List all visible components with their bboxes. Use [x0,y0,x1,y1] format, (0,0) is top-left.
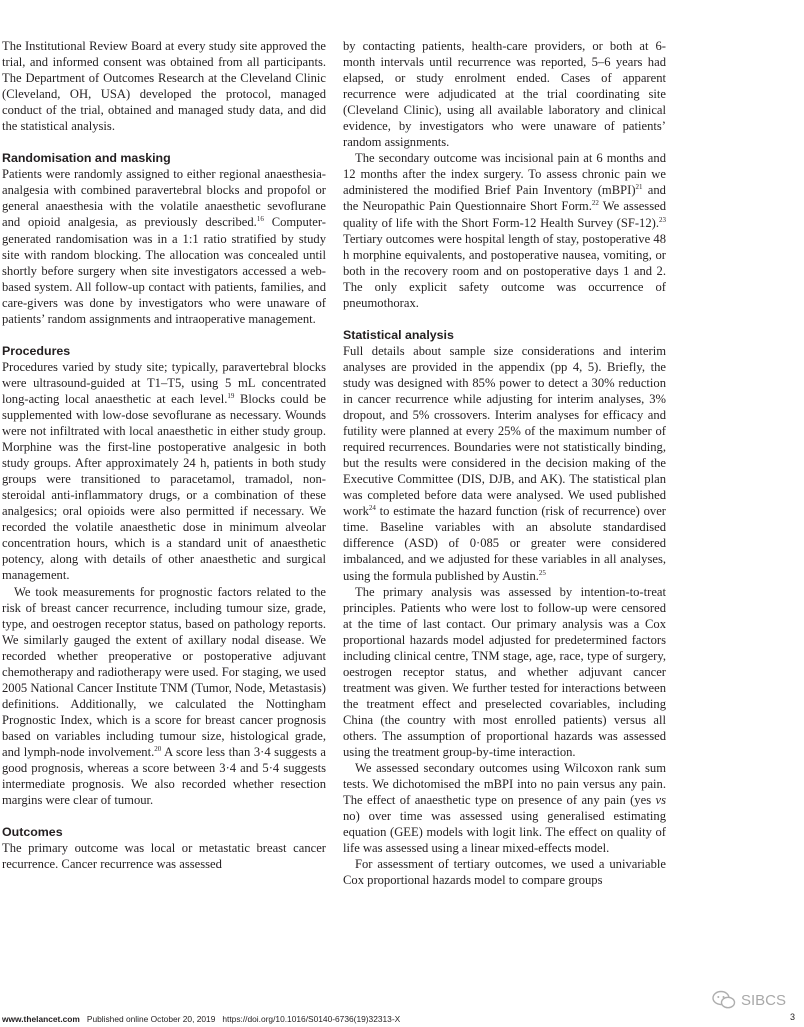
footer-citation: Published online October 20, 2019 https://doi.org/10.1016/S0140-6736(19)32313-X [79,1014,401,1024]
citation-sup: 22 [591,199,599,208]
citation-sup: 21 [635,183,643,192]
randomisation-heading: Randomisation and masking [2,151,171,166]
left-column [2,38,326,872]
footer-site-link[interactable]: www.thelancet.com [2,1014,80,1024]
secondary-outcome-paragraph: The secondary outcome was incisional pain at 6 months and 12 months after the index surgery. To assess chronic pain we administered the modified Brief Pain Inventory (mBPI)$^{21}$ and the Neuropathic Pain Questionnaire Short Form.$^{22}$ We assessed quality of life with the Short Form-12 Health Survey (SF-12).$^{23}$ Tertiary outcomes were hospital length of stay, postoperative 48 h morphine equivalents, and postoperative nausea, vomiting, or both in the recovery room and on postoperative days 1 and 2. The only explicit safety outcome was occurrence of pneumothorax. [343,151,666,310]
secondary-analysis-paragraph: We assessed secondary outcomes using Wilcoxon rank sum tests. We dichotomised the mBPI into no pain versus any pain. The effect of anaesthetic type on presence of any pain (yes vs no) over time was assessed using generalised estimating equation (GEE) models with logit link. The effect on quality of life was assessed using a linear mixed-effects model. [343,761,666,856]
right-column [343,38,666,888]
citation-sup: 20 [154,744,162,753]
measurements-paragraph: We took measurements for prognostic factors related to the risk of breast cancer recurrence, including tumour size, grade, type, and oestrogen receptor status, based on pathology reports. We similarly gauged the extent of axillary nodal disease. We recorded whether preoperative or postoperative adjuvant chemotherapy and radiotherapy were used. For staging, we used 2005 National Cancer Institute TNM (Tumor, Node, Metastasis) definitions. Additionally, we calculated the Nottingham Prognostic Index, which is a score for breast cancer prognosis based on variables including tumour size, histological grade, and lymph-node involvement.$^{20}$ A score less than 3·4 suggests a good prognosis, whereas a score between 3·4 and 5·4 suggests intermediate prognosis. We also recorded whether resection margins were clear of tumour. [2,584,326,808]
outcomes-continued-paragraph: by contacting patients, health-care providers, or both at 6-month intervals until recurrence was reported, 5–6 years had elapsed, or study enrolment ended. Cases of apparent recurrence were adjudicated at the trial coordinating site (Cleveland Clinic), using all available laboratory and clinical evidence, by investigators who were unaware of patients’ random assignments. [343,39,666,150]
citation-sup: 25 [538,568,546,577]
statistical-analysis-heading: Statistical analysis [343,327,454,342]
page-number: 3 [790,1012,796,1022]
procedures-paragraph: Procedures varied by study site; typically, paravertebral blocks were ultrasound-guided at T1–T5, using 5 mL concentrated long-acting local anaesthetic at each level.$^{19}$ Blocks could be supplemented with low-dose sevoflurane as necessary. Wounds were not infiltrated with local anaesthetic in either study group. Morphine was the first-line postoperative analgesic in both study groups. After approximately 24 h, patients in both study groups were transitioned to paracetamol, tramadol, non-steroidal anti-inflammatory drugs, or a combination of these analgesics; oral opioids were also permitted if necessary. We recorded the volatile anaesthetic dose in minimum alveolar concentration hours, which is a standard unit of anaesthetic potency, along with details of other anaesthetic and surgical management. [2,359,326,583]
watermark-text: SIBCS [741,991,787,1009]
procedures-heading: Procedures [2,343,71,358]
watermark [712,990,786,1010]
outcomes-heading: Outcomes [2,825,63,840]
wechat-icon [712,990,736,1010]
citation-sup: 23 [659,215,666,224]
page-footer [2,1014,400,1024]
citation-sup: 19 [227,391,235,400]
statistical-paragraph: Full details about sample size considerations and interim analyses are provided in the appendix (pp 4, 5). Briefly, the study was designed with 85% power to detect a 30% reduction in cancer recurrence while adjusting for interim analyses, 3% dropout, and 5% crossovers. Interim analyses for efficacy and futility were planned at every 25% of the maximum number of required recurrences. Boundaries were not statistically binding, but the results were considered in the decision making of the Executive Committee (DIS, DJB, and AK). The statistical plan was completed before data were analysed. We used published work$^{24}$ to estimate the hazard function (risk of recurrence) over time. Baseline variables with an absolute standardised difference (ASD) of 0·085 or greater were considered imbalanced, and we adjusted for these variables in all analyses, using the formula published by Austin.$^{25}$ [343,343,666,583]
primary-analysis-paragraph: The primary analysis was assessed by intention-to-treat principles. Patients who were lost to follow-up were censored at the time of last contact. Our primary analysis was a Cox proportional hazards model adjusted for predetermined factors including clinical centre, TNM stage, age, race, type of surgery, oestrogen receptor status, and whether adjuvant cancer treatment was given. We further tested for interactions between the treatment effect and preselected covariables, including China (the country with most enrolled patients) versus all others. The assumption of proportional hazards was assessed using the treatment group-by-time interaction. [343,584,666,760]
intro-paragraph: The Institutional Review Board at every study site approved the trial, and informed consent was obtained from all participants. The Department of Outcomes Research at the Cleveland Clinic (Cleveland, OH, USA) developed the protocol, managed conduct of the trial, obtained and managed study data, and did the statistical analysis. [2,39,326,134]
citation-sup: 24 [368,504,376,513]
outcomes-paragraph: The primary outcome was local or metastatic breast cancer recurrence. Cancer recurrence was assessed [2,841,326,872]
tertiary-analysis-paragraph: For assessment of tertiary outcomes, we used a univariable Cox proportional hazards model to compare groups [343,857,666,888]
citation-sup: 16 [256,215,264,224]
randomisation-paragraph: Patients were randomly assigned to either regional anaesthesia-analgesia with combined paravertebral blocks and propofol or general anaesthesia with the volatile anaesthetic sevoflurane and opioid analgesia, as previously described.$^{16}$ Computer-generated randomisation was in a 1:1 ratio stratified by study site with random blocking. The allocation was concealed until shortly before surgery when site investigators accessed a web-based system. All follow-up contact with patients, families, and care-givers was done by investigators who were unaware of patients’ random assignments and intraoperative management. [2,167,326,326]
